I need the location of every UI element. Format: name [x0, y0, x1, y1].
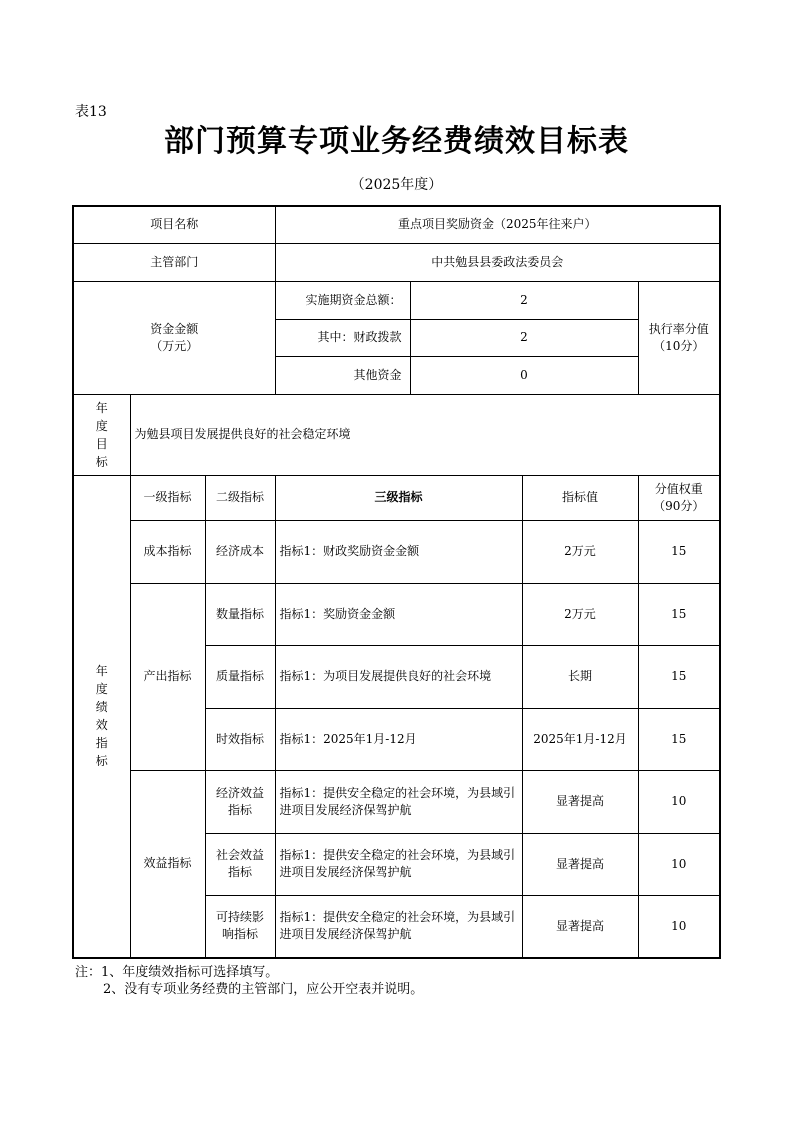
- department-value: 中共勉县县委政法委员会: [275, 243, 720, 281]
- performance-target-table: [72, 205, 721, 959]
- project-name-label: 项目名称: [73, 206, 275, 243]
- indicator-level2: 经济效益指标: [205, 770, 275, 833]
- header-weight-line2: （90分）: [653, 498, 705, 513]
- indicator-level2: 时效指标: [205, 708, 275, 770]
- funds-total-row: [73, 281, 720, 319]
- indicator-level3: 指标1：奖励资金金额: [275, 583, 522, 645]
- indicator-level3: 指标1：提供安全稳定的社会环境，为县域引进项目发展经济保驾护航: [275, 895, 522, 958]
- project-name-row: [73, 206, 720, 243]
- footnote-1: 注：1、年度绩效指标可选择填写。: [75, 965, 279, 980]
- indicator-row: [73, 770, 720, 833]
- header-value: 指标值: [522, 475, 638, 520]
- funds-label: [73, 281, 275, 394]
- group-output: 产出指标: [130, 583, 205, 770]
- indicator-weight: 15: [638, 583, 720, 645]
- department-label: 主管部门: [73, 243, 275, 281]
- indicator-weight: 15: [638, 708, 720, 770]
- annual-goal-row: [73, 394, 720, 475]
- indicator-value: 显著提高: [522, 895, 638, 958]
- annual-goal-label: 年度目标: [73, 394, 130, 475]
- indicator-level2: 经济成本: [205, 520, 275, 583]
- indicator-level2: 数量指标: [205, 583, 275, 645]
- funds-other-value: 0: [410, 356, 638, 394]
- indicator-row: [73, 520, 720, 583]
- indicator-level3: 指标1：为项目发展提供良好的社会环境: [275, 645, 522, 708]
- indicator-level3: 指标1：2025年1月-12月: [275, 708, 522, 770]
- funds-label-line1: 资金金额: [150, 321, 199, 336]
- indicator-level3: 指标1：提供安全稳定的社会环境，为县域引进项目发展经济保驾护航: [275, 833, 522, 895]
- execution-rate-score: [638, 281, 720, 394]
- funds-other-label: 其他资金: [275, 356, 410, 394]
- header-level3: 三级指标: [275, 475, 522, 520]
- indicator-value: 显著提高: [522, 833, 638, 895]
- indicator-value: 2万元: [522, 520, 638, 583]
- indicator-value: 2025年1月-12月: [522, 708, 638, 770]
- page-title: 部门预算专项业务经费绩效目标表: [164, 124, 629, 159]
- annual-goal-text: 为勉县项目发展提供良好的社会稳定环境: [130, 394, 720, 475]
- indicator-level2: 社会效益指标: [205, 833, 275, 895]
- header-level1: 一级指标: [130, 475, 205, 520]
- indicator-level3: 指标1：财政奖励资金金额: [275, 520, 522, 583]
- indicator-weight: 10: [638, 770, 720, 833]
- indicator-value: 2万元: [522, 583, 638, 645]
- group-benefit: 效益指标: [130, 770, 205, 958]
- indicator-value: 显著提高: [522, 770, 638, 833]
- group-cost: 成本指标: [130, 520, 205, 583]
- indicator-weight: 10: [638, 895, 720, 958]
- indicator-weight: 10: [638, 833, 720, 895]
- project-name-value: 重点项目奖励资金（2025年往来户）: [275, 206, 720, 243]
- header-weight: [638, 475, 720, 520]
- header-level2: 二级指标: [205, 475, 275, 520]
- footnote-2: 2、没有专项业务经费的主管部门，应公开空表并说明。: [103, 982, 424, 997]
- execution-rate-line1: 执行率分值: [648, 321, 709, 336]
- indicator-level2: 质量指标: [205, 645, 275, 708]
- funds-fiscal-value: 2: [410, 319, 638, 356]
- table-number: 表13: [75, 104, 107, 120]
- indicator-level2: 可持续影响指标: [205, 895, 275, 958]
- department-row: [73, 243, 720, 281]
- fiscal-year: （2025年度）: [350, 177, 443, 193]
- indicator-header-row: [73, 475, 720, 520]
- footnotes: [75, 964, 423, 998]
- indicator-row: [73, 583, 720, 645]
- funds-label-line2: （万元）: [150, 338, 199, 353]
- indicator-level3: 指标1：提供安全稳定的社会环境，为县域引进项目发展经济保驾护航: [275, 770, 522, 833]
- execution-rate-line2: （10分）: [653, 338, 705, 353]
- indicator-section-label: 年度绩效指标: [73, 475, 130, 958]
- funds-total-label: 实施期资金总额：: [275, 281, 410, 319]
- funds-fiscal-label: 其中：财政拨款: [275, 319, 410, 356]
- indicator-weight: 15: [638, 520, 720, 583]
- funds-total-value: 2: [410, 281, 638, 319]
- indicator-value: 长期: [522, 645, 638, 708]
- indicator-weight: 15: [638, 645, 720, 708]
- header-weight-line1: 分值权重: [654, 481, 703, 496]
